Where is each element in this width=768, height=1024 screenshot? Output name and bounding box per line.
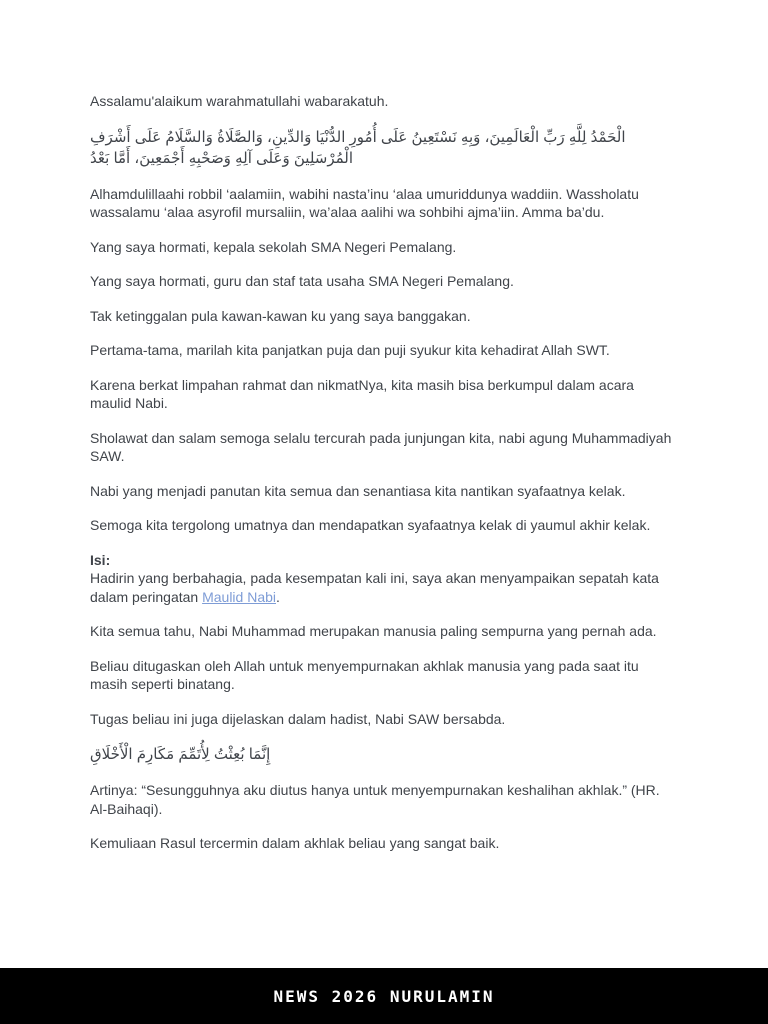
body-paragraph-3: Tugas beliau ini juga dijelaskan dalam hadist, Nabi SAW bersabda. xyxy=(90,710,506,727)
opening-paragraph-1: Pertama-tama, marilah kita panjatkan puja dan puji syukur kita kehadirat Allah SWT. xyxy=(90,342,610,358)
hadith-translation-paragraph: Artinya: “Sesungguhnya aku diutus hanya untuk menyempurnakan keshalihan akhlak.” (HR. Al-Baihaqi). xyxy=(90,782,660,817)
footer-text: NEWS 2026 NURULAMIN xyxy=(273,986,495,1006)
footer-banner xyxy=(0,968,768,1024)
maulid-nabi-link[interactable]: Maulid Nabi xyxy=(202,588,277,605)
salutation-paragraph: Assalamu'alaikum warahmatullahi wabarakatuh. xyxy=(90,93,389,109)
greeting-paragraph-3: Tak ketinggalan pula kawan-kawan ku yang saya banggakan. xyxy=(90,307,471,324)
body-paragraph-1: Kita semua tahu, Nabi Muhammad merupakan manusia paling sempurna yang pernah ada. xyxy=(90,623,657,639)
body-paragraph-2: Beliau ditugaskan oleh Allah untuk menyempurnakan akhlak manusia yang pada saat itu masih seperti binatang. xyxy=(90,657,639,692)
opening-paragraph-5: Semoga kita tergolong umatnya dan mendapatkan syafaatnya kelak di yaumul akhir kelak. xyxy=(90,517,651,533)
opening-paragraph-2: Karena berkat limpahan rahmat dan nikmatNya, kita masih bisa berkumpul dalam acara maulid Nabi. xyxy=(90,376,634,411)
greeting-paragraph-1: Yang saya hormati, kepala sekolah SMA Negeri Pemalang. xyxy=(90,238,457,255)
isi-intro-text: Hadirin yang berbahagia, pada kesempatan kali ini, saya akan menyampaikan sepatah kata dalam peringatan xyxy=(90,570,659,605)
opening-paragraph-3: Sholawat dan salam semoga selalu tercurah pada junjungan kita, nabi agung Muhammadiyah SAW. xyxy=(90,429,672,464)
isi-heading: Isi: xyxy=(90,551,111,568)
arabic-opening-text: الْحَمْدُ لِلَّهِ رَبِّ الْعَالَمِينَ، وَبِهِ نَسْتَعِينُ عَلَى أُمُورِ الدُّنْيَا وَالدِّينِ، وَالصَّلَاةُ وَالسَّلَامُ عَلَى أَشْرَفِ الْمُرْسَلِينَ وَعَلَى آلِهِ وَصَحْبِهِ أَجْمَعِينَ، أَمَّا بَعْدُ xyxy=(90,128,626,167)
greeting-paragraph-2: Yang saya hormati, guru dan staf tata usaha SMA Negeri Pemalang. xyxy=(90,273,514,289)
opening-paragraph-4: Nabi yang menjadi panutan kita semua dan senantiasa kita nantikan syafaatnya kelak. xyxy=(90,482,626,499)
transliteration-paragraph: Alhamdulillaahi robbil ‘aalamiin, wabihi nasta’inu ‘alaa umuriddunya waddiin. Wassholatu wassalamu ‘alaa asyrofil mursaliin, wa’alaa aalihi wa sohbihi ajma’iin. Amma ba’du. xyxy=(90,185,639,220)
isi-section-intro xyxy=(90,551,678,607)
arabic-hadith-text: إِنَّمَا بُعِثْتُ لِأُتَمِّمَ مَكَارِمَ الْأَخْلَاقِ xyxy=(90,746,271,763)
isi-intro-period: . xyxy=(276,588,280,605)
closing-paragraph: Kemuliaan Rasul tercermin dalam akhlak beliau yang sangat baik. xyxy=(90,835,500,851)
